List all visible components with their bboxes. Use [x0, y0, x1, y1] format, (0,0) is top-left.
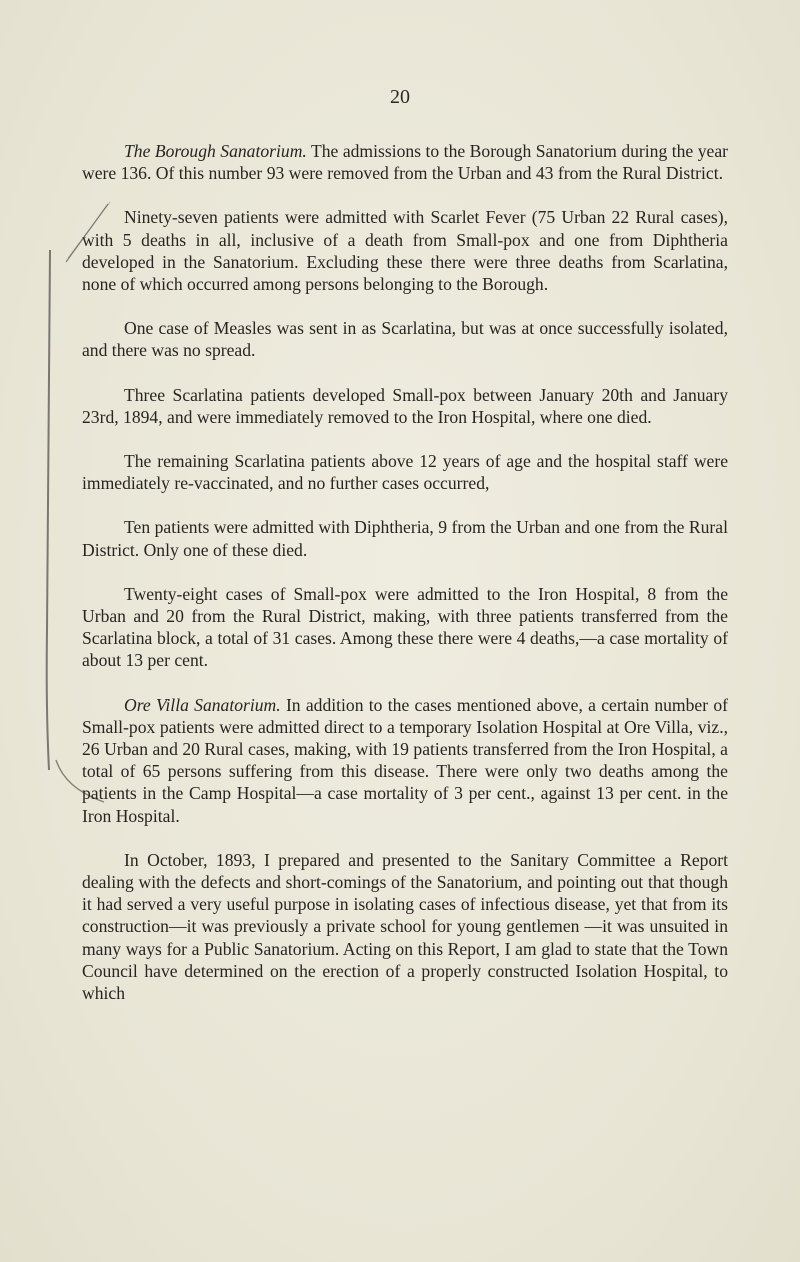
- paragraph-text: In addition to the cases mentioned above, a certain number of Small-pox patients were admitted direct to a temporary Isolation Hospital at Ore Villa, viz., 26 Urban and 20 Rural cases, making, with 19 patients transferred from the Iron Hospital, a total of 65 persons suffering from this disease. There were only two deaths among the patients in the Camp Hospital—a case mortality of 3 per cent., against 13 per cent. in the Iron Hospital.: [82, 694, 728, 826]
- body-text: [82, 140, 728, 1004]
- section-lead-ore-villa: Ore Villa Sanatorium.: [124, 694, 281, 715]
- paragraph-scarlet-fever: [82, 206, 728, 295]
- paragraph-text: In October, 1893, I prepared and presented to the Sanitary Committee a Report dealing with the defects and short-comings of the Sanatorium, and pointing out that though it had served a very useful purpose in isolating cases of infectious disease, yet that from its construction—it was previously a private school for young gentlemen —it was unsuited in many ways for a Public Sanatorium. Acting on this Report, I am glad to state that the Town Council have determined on the erection of a properly constructed Isolation Hospital, to which: [82, 849, 728, 1004]
- paragraph-text: One case of Measles was sent in as Scarlatina, but was at once successfully isolated, and there was no spread.: [82, 318, 728, 361]
- paragraph-ore-villa: [82, 694, 728, 827]
- paragraph-revaccination: [82, 450, 728, 494]
- section-lead-borough-sanatorium: The Borough Sanatorium.: [124, 141, 307, 161]
- paragraph-iron-hospital: [82, 583, 728, 672]
- paragraph-text: Ninety-seven patients were admitted with Scarlet Fever (75 Urban 22 Rural cases), with 5 deaths in all, inclusive of a death from Small-pox and one from Diphtheria developed in the Sanatorium. Excluding these there were three deaths from Scarlatina, none of which occurred among persons belonging to the Borough.: [82, 207, 728, 295]
- paragraph-measles: [82, 317, 728, 361]
- paragraph-text: Ten patients were admitted with Diphtheria, 9 from the Urban and one from the Rural District. Only one of these died.: [82, 517, 728, 560]
- paragraph-report: [82, 849, 728, 1004]
- page-number: 20: [390, 86, 410, 108]
- paragraph-text: Twenty-eight cases of Small-pox were admitted to the Iron Hospital, 8 from the Urban and 20 from the Rural District, making, with three patients transferred from the Scarlatina block, a total of 31 cases. Among these there were 4 deaths,—a case mortality of about 13 per cent.: [82, 583, 728, 671]
- pencil-margin-line: [44, 250, 54, 770]
- paragraph-smallpox-transfer: [82, 384, 728, 428]
- paragraph-text: The admissions to the Borough Sanatorium during the year were 136. Of this number 93 were removed from the Urban and 43 from the Rural District.: [82, 141, 728, 184]
- paragraph-diphtheria: [82, 516, 728, 560]
- paragraph-text: The remaining Scarlatina patients above 12 years of age and the hospital staff were immediately re-vaccinated, and no further cases occurred,: [82, 451, 728, 494]
- paragraph-borough-sanatorium: [82, 140, 728, 184]
- paragraph-text: Three Scarlatina patients developed Small-pox between January 20th and January 23rd, 1894, and were immediately removed to the Iron Hospital, where one died.: [82, 384, 728, 427]
